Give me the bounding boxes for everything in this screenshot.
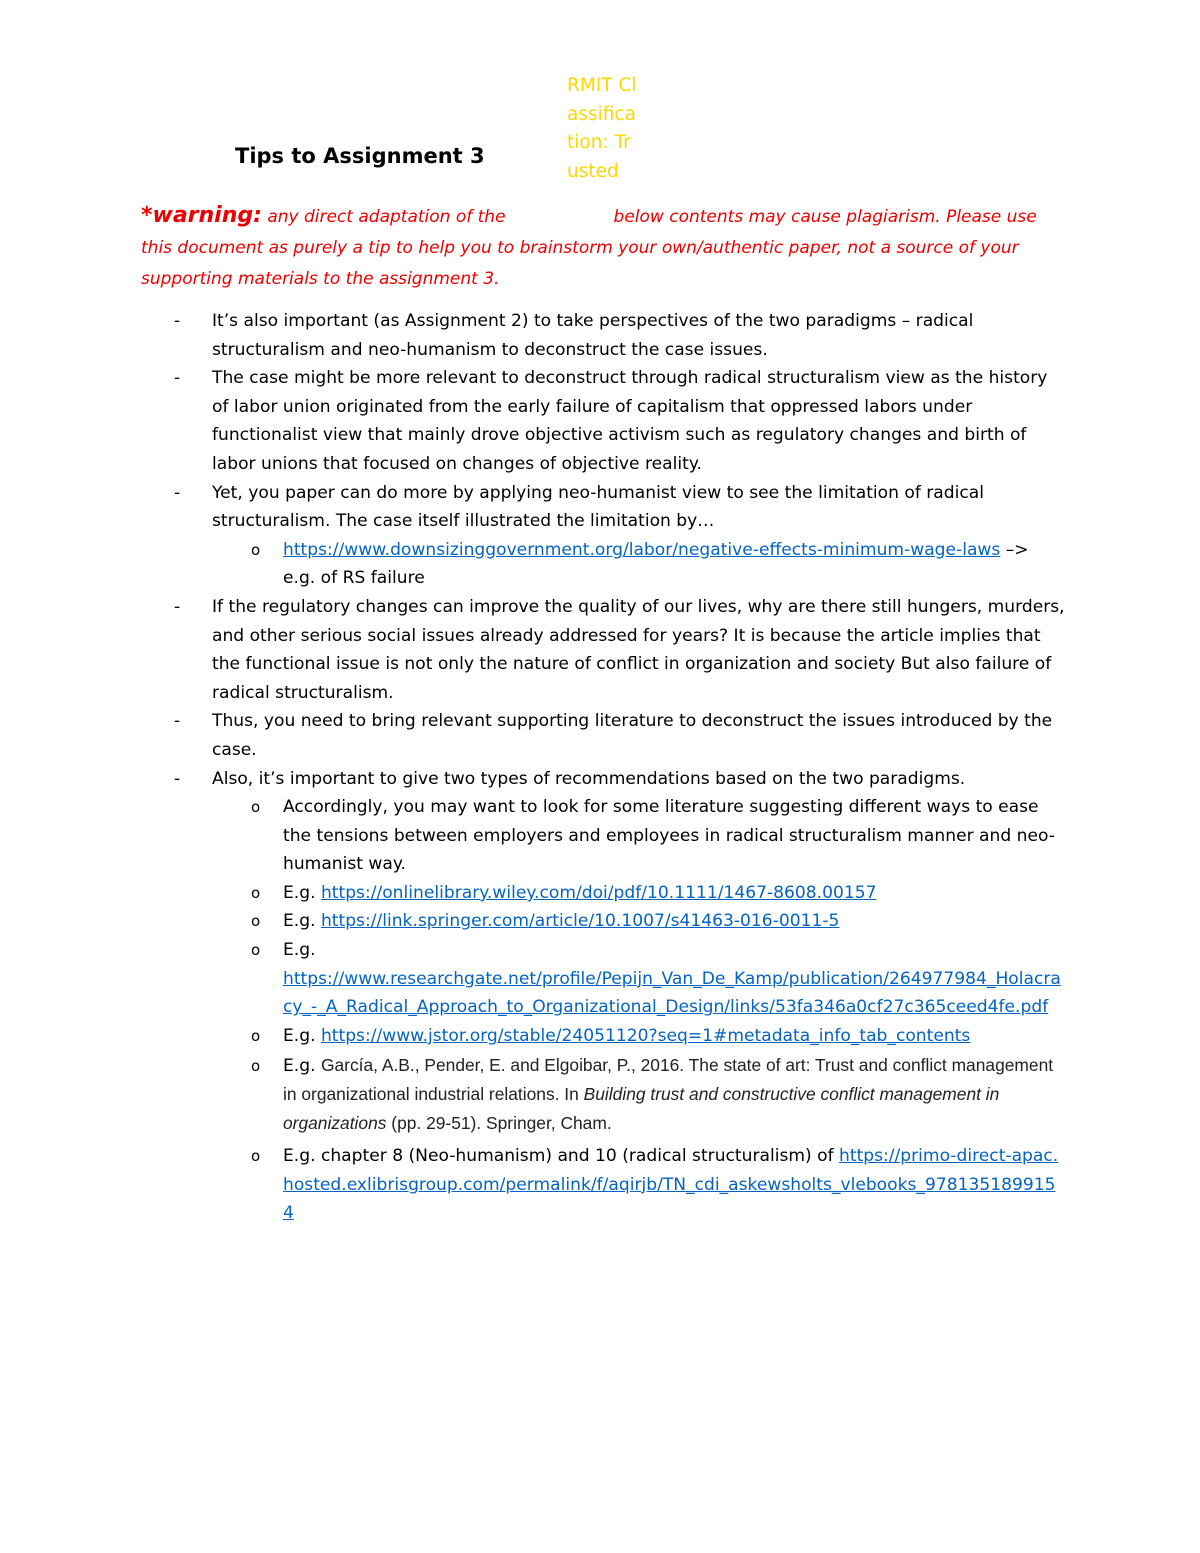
dash-bullet: - [174,482,181,503]
list-item [141,707,1066,764]
dash-bullet: - [174,768,181,789]
reference-text: (pp. 29-51). Springer, Cham. [386,1112,612,1133]
item-text: If the regulatory changes can improve the quality of our lives, why are there still hungers, murders, and other serious social issues already addressed for years? It is because the article implies that the functional issue is not only the nature of conflict in organization and society But also failure of radical structuralism. [212,596,1065,703]
circle-bullet: o [251,1026,261,1045]
reference-book-title: Building trust and constructive conflict management in organizations [283,1084,1000,1133]
page-title: Tips to Assignment 3 [235,144,485,168]
classification-label: RMIT Classification: Trusted [567,75,637,182]
researchgate-link[interactable]: https://www.researchgate.net/profile/Pepijn_Van_De_Kamp/publication/264977984_Holacracy_-_A_Radical_Approach_to_Organizational_Design/links/53fa346a0cf27c365ceed4fe.pdf [283,968,1061,1018]
warning-text-2: below contents may cause plagiarism. Please use this document as purely a tip to help you to brainstorm your own/authentic paper, not a source of your supporting materials to the assignment 3. [141,207,1037,289]
sub-list-item [141,1142,1066,1228]
sub-list-item [141,1052,1066,1138]
item-text: Thus, you need to bring relevant supporting literature to deconstruct the issues introduced by the case. [212,711,1053,760]
sub-list-item [141,1022,1066,1051]
list-item [141,364,1066,478]
tips-list [141,307,1066,1228]
warning-text-1: any direct adaptation of the [261,207,506,227]
jstor-link[interactable]: https://www.jstor.org/stable/24051120?seq=1#metadata_info_tab_contents [320,1025,971,1046]
warning-paragraph [141,200,1061,295]
dash-bullet: - [174,596,181,617]
item-prefix: E.g. [283,1056,321,1077]
item-prefix: E.g. [283,1025,321,1046]
dash-bullet: - [174,368,181,389]
downsizing-government-link[interactable]: https://www.downsizinggovernment.org/labor/negative-effects-minimum-wage-laws [283,539,1001,560]
reference-text: García, A.B., Pender, E. and Elgoibar, P., 2016. The state of art: Trust and conflict management in organizational industrial relations. In [283,1055,1054,1105]
circle-bullet: o [251,883,261,902]
circle-bullet: o [251,912,261,931]
circle-bullet: o [251,1057,261,1076]
sub-list-item [141,536,1066,593]
warning-label: *warning: [141,203,262,228]
sub-list-item [141,879,1066,908]
circle-bullet: o [251,798,261,817]
reference-citation [283,1055,1053,1132]
dash-bullet: - [174,711,181,732]
item-text: Accordingly, you may want to look for some literature suggesting different ways to ease the tensions between employers and employees in radical structuralism manner and neo-humanist way. [283,797,1055,875]
item-text: Yet, you paper can do more by applying neo-humanist view to see the limitation of radical structuralism. The case itself illustrated the limitation by… [212,482,985,532]
sub-list-item [141,793,1066,879]
list-item [141,307,1066,364]
item-text: It’s also important (as Assignment 2) to take perspectives of the two paradigms – radical structuralism and neo-humanism to deconstruct the case issues. [212,311,974,360]
item-text: Also, it’s important to give two types of recommendations based on the two paradigms. [212,768,966,789]
item-prefix: E.g. [283,882,321,903]
sub-list-item [141,907,1066,936]
primo-library-link[interactable]: https://primo-direct-apac.hosted.exlibrisgroup.com/permalink/f/aqirjb/TN_cdi_askewsholts_vlebooks_9781351899154 [283,1146,1059,1224]
circle-bullet: o [251,540,261,559]
sub-list-item [141,936,1066,1022]
item-prefix: E.g. [283,911,321,932]
item-text: The case might be more relevant to deconstruct through radical structuralism view as the history of labor union originated from the early failure of capitalism that oppressed labors under functionalist view that mainly drove objective activism such as regulatory changes and birth of labor unions that focused on changes of objective reality. [212,368,1048,474]
circle-bullet: o [251,1147,261,1166]
item-prefix: E.g. [283,940,316,961]
list-item [141,765,1066,794]
list-item [141,479,1066,536]
item-prefix: E.g. chapter 8 (Neo-humanism) and 10 (radical structuralism) of [283,1146,840,1167]
circle-bullet: o [251,941,261,960]
springer-link[interactable]: https://link.springer.com/article/10.1007/s41463-016-0011-5 [320,911,840,932]
dash-bullet: - [174,311,181,331]
item-text: –> e.g. of RS failure [283,539,1029,589]
list-item [141,593,1066,707]
wiley-link[interactable]: https://onlinelibrary.wiley.com/doi/pdf/10.1111/1467-8608.00157 [320,882,877,903]
